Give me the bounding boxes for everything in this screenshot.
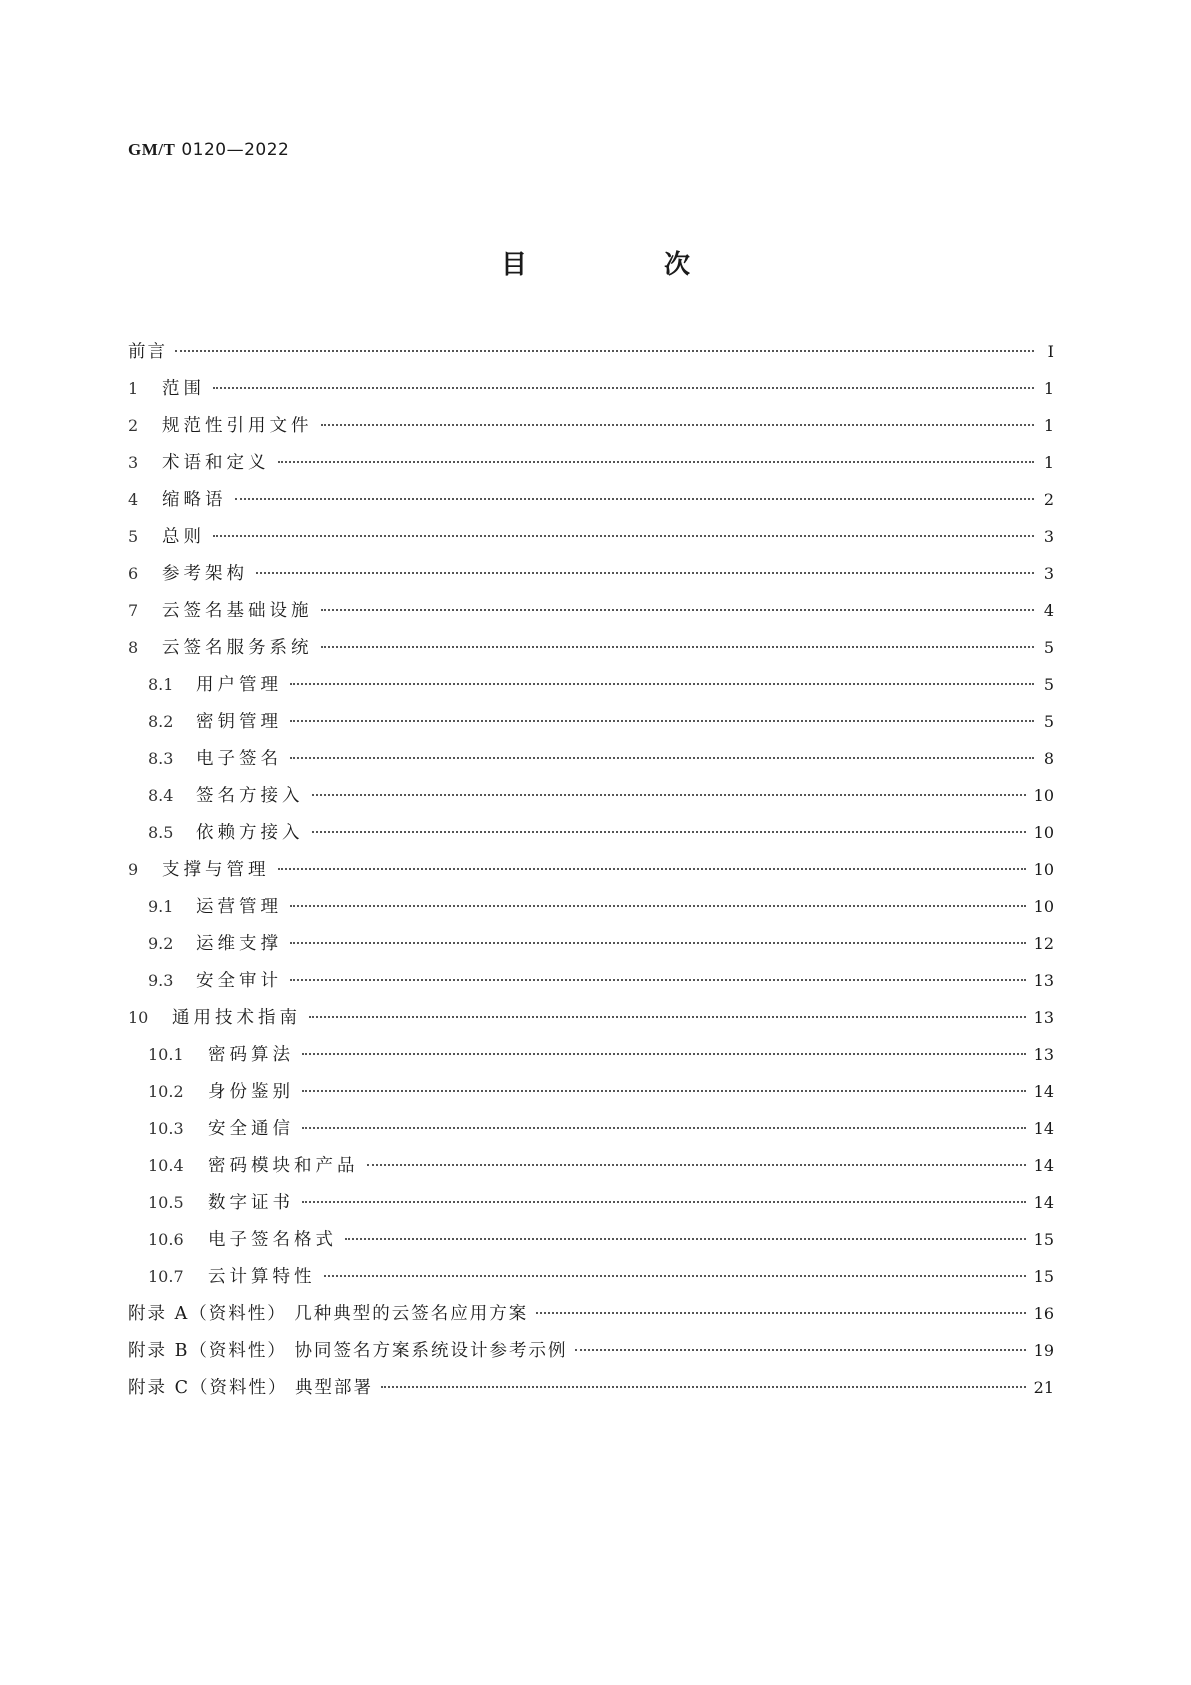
toc-entry-number: 9.2 — [148, 934, 174, 953]
toc-entry[interactable] — [128, 1263, 1054, 1300]
toc-entry-page: 10 — [1033, 786, 1054, 805]
toc-entry-page: 14 — [1033, 1082, 1054, 1101]
toc-entry-label: 范围 — [162, 379, 205, 399]
toc-entry-number: 6 — [128, 564, 139, 583]
toc-entry-label: 签名方接入 — [196, 786, 304, 806]
toc-entry-page: 3 — [1043, 527, 1054, 546]
toc-entry-number: 10.1 — [148, 1045, 184, 1064]
toc-entry-label: 依赖方接入 — [196, 823, 304, 843]
toc-entry[interactable] — [128, 819, 1054, 856]
dot-leader — [312, 794, 1026, 796]
page-title: 目 次 — [500, 250, 755, 280]
dot-leader — [290, 905, 1026, 907]
toc-entry[interactable] — [128, 1226, 1054, 1263]
toc-entry[interactable] — [128, 486, 1054, 523]
dot-leader — [324, 1275, 1026, 1277]
toc-entry-label: 云签名基础设施 — [162, 601, 313, 621]
toc-entry-number: 10.5 — [148, 1193, 184, 1212]
toc-entry-page: 1 — [1043, 379, 1054, 398]
toc-entry-label: 密钥管理 — [196, 712, 282, 732]
dot-leader — [256, 572, 1034, 574]
toc-entry-page: 4 — [1043, 601, 1054, 620]
toc-entry[interactable] — [128, 745, 1054, 782]
toc-entry[interactable] — [128, 1300, 1054, 1337]
toc-entry[interactable] — [128, 893, 1054, 930]
toc-entry-page: 8 — [1043, 749, 1054, 768]
toc-entry-page: 10 — [1033, 897, 1054, 916]
toc-entry-label: 参考架构 — [162, 564, 248, 584]
toc-entry-page: 21 — [1033, 1378, 1054, 1397]
dot-leader — [290, 720, 1034, 722]
toc-entry-number: 10 — [128, 1008, 149, 1027]
toc-entry-page: 14 — [1033, 1193, 1054, 1212]
toc-entry-label: 规范性引用文件 — [162, 416, 313, 436]
toc-entry-number: 10.2 — [148, 1082, 184, 1101]
toc-entry-label: 电子签名 — [196, 749, 282, 769]
toc-entry[interactable] — [128, 560, 1054, 597]
toc-entry-label: 术语和定义 — [162, 453, 270, 473]
toc-entry-page: 13 — [1033, 1045, 1054, 1064]
toc-entry-page: 3 — [1043, 564, 1054, 583]
dot-leader — [302, 1127, 1026, 1129]
toc-entry-number: 10.3 — [148, 1119, 184, 1138]
toc-entry-number: 2 — [128, 416, 139, 435]
toc-entry-label: 安全审计 — [196, 971, 282, 991]
toc-entry-label: 通用技术指南 — [172, 1008, 301, 1028]
dot-leader — [321, 646, 1035, 648]
toc-entry-label: 云计算特性 — [208, 1267, 316, 1287]
toc-entry[interactable] — [128, 449, 1054, 486]
dot-leader — [290, 683, 1034, 685]
toc-entry-number: 5 — [128, 527, 139, 546]
toc-entry-page: 13 — [1033, 971, 1054, 990]
dot-leader — [367, 1164, 1026, 1166]
toc-entry-page: 5 — [1043, 712, 1054, 731]
dot-leader — [175, 350, 1034, 352]
dot-leader — [278, 868, 1026, 870]
dot-leader — [321, 609, 1035, 611]
toc-entry-label: 前言 — [128, 342, 167, 362]
toc-entry-number: 10.6 — [148, 1230, 184, 1249]
toc-entry-number: 3 — [128, 453, 139, 472]
toc-entry[interactable] — [128, 671, 1054, 708]
toc-entry-number: 8.1 — [148, 675, 174, 694]
dot-leader — [309, 1016, 1026, 1018]
toc-entry-page: 14 — [1033, 1119, 1054, 1138]
toc-entry-page: 5 — [1043, 638, 1054, 657]
toc-entry-page: 5 — [1043, 675, 1054, 694]
standard-code-header — [128, 140, 289, 160]
toc-entry-label: 运维支撑 — [196, 934, 282, 954]
toc-entry[interactable] — [128, 1337, 1054, 1374]
dot-leader — [213, 535, 1034, 537]
toc-entry-number: 10.7 — [148, 1267, 184, 1286]
dot-leader — [278, 461, 1035, 463]
toc-entry[interactable] — [128, 634, 1054, 671]
toc-entry[interactable] — [128, 1152, 1054, 1189]
dot-leader — [302, 1090, 1026, 1092]
toc-entry-number: 8.4 — [148, 786, 174, 805]
toc-entry-number: 9.1 — [148, 897, 174, 916]
table-of-contents — [128, 338, 1054, 1411]
toc-entry-page: 1 — [1043, 416, 1054, 435]
toc-entry[interactable] — [128, 708, 1054, 745]
toc-entry[interactable] — [128, 856, 1054, 893]
dot-leader — [290, 757, 1034, 759]
toc-entry-page: 16 — [1033, 1304, 1054, 1323]
toc-entry-page: 19 — [1033, 1341, 1054, 1360]
toc-entry-number: 9 — [128, 860, 139, 879]
toc-entry[interactable] — [128, 375, 1054, 412]
toc-entry[interactable] — [128, 1189, 1054, 1226]
toc-entry-page: 1 — [1043, 453, 1054, 472]
toc-entry-page: 12 — [1033, 934, 1054, 953]
toc-entry-page: 15 — [1033, 1230, 1054, 1249]
dot-leader — [213, 387, 1034, 389]
toc-entry-page: 13 — [1033, 1008, 1054, 1027]
dot-leader — [536, 1312, 1025, 1314]
toc-entry[interactable] — [128, 523, 1054, 560]
toc-entry-number: 10.4 — [148, 1156, 184, 1175]
toc-entry[interactable] — [128, 1004, 1054, 1041]
toc-entry-label: 附录 C（资料性） 典型部署 — [128, 1378, 374, 1398]
toc-entry-number: 8.3 — [148, 749, 174, 768]
toc-entry-number: 4 — [128, 490, 139, 509]
toc-entry[interactable] — [128, 1115, 1054, 1152]
toc-entry-label: 附录 B（资料性） 协同签名方案系统设计参考示例 — [128, 1341, 568, 1361]
toc-entry[interactable] — [128, 338, 1054, 375]
toc-entry-label: 密码算法 — [208, 1045, 294, 1065]
dot-leader — [575, 1349, 1025, 1351]
toc-entry-page: 10 — [1033, 860, 1054, 879]
toc-entry[interactable] — [128, 1374, 1054, 1411]
toc-entry-page: 2 — [1043, 490, 1054, 509]
standard-number: 0120—2022 — [181, 140, 290, 160]
toc-entry-number: 8.2 — [148, 712, 174, 731]
toc-entry[interactable] — [128, 930, 1054, 967]
toc-entry-label: 总则 — [162, 527, 205, 547]
toc-entry[interactable] — [128, 1041, 1054, 1078]
toc-entry-number: 9.3 — [148, 971, 174, 990]
toc-entry-label: 支撑与管理 — [162, 860, 270, 880]
toc-entry-page: Ⅰ — [1047, 342, 1054, 361]
toc-entry-page: 14 — [1033, 1156, 1054, 1175]
toc-entry[interactable] — [128, 412, 1054, 449]
dot-leader — [235, 498, 1035, 500]
toc-entry-label: 运营管理 — [196, 897, 282, 917]
toc-entry-label: 用户管理 — [196, 675, 282, 695]
dot-leader — [290, 979, 1026, 981]
dot-leader — [290, 942, 1026, 944]
toc-entry[interactable] — [128, 967, 1054, 1004]
toc-entry-label: 附录 A（资料性） 几种典型的云签名应用方案 — [128, 1304, 529, 1324]
toc-entry-label: 密码模块和产品 — [208, 1156, 359, 1176]
toc-entry[interactable] — [128, 597, 1054, 634]
toc-entry-number: 7 — [128, 601, 139, 620]
toc-entry-label: 身份鉴别 — [208, 1082, 294, 1102]
toc-entry-label: 缩略语 — [162, 490, 227, 510]
toc-entry-label: 安全通信 — [208, 1119, 294, 1139]
toc-entry-page: 15 — [1033, 1267, 1054, 1286]
standard-prefix: GM/T — [128, 140, 176, 159]
dot-leader — [345, 1238, 1026, 1240]
toc-entry-page: 10 — [1033, 823, 1054, 842]
dot-leader — [321, 424, 1035, 426]
dot-leader — [312, 831, 1026, 833]
toc-entry-label: 数字证书 — [208, 1193, 294, 1213]
dot-leader — [381, 1386, 1026, 1388]
toc-entry-number: 8 — [128, 638, 139, 657]
dot-leader — [302, 1201, 1026, 1203]
toc-entry-label: 电子签名格式 — [208, 1230, 337, 1250]
toc-entry-number: 8.5 — [148, 823, 174, 842]
toc-entry-label: 云签名服务系统 — [162, 638, 313, 658]
toc-entry[interactable] — [128, 782, 1054, 819]
toc-entry-number: 1 — [128, 379, 139, 398]
toc-entry[interactable] — [128, 1078, 1054, 1115]
dot-leader — [302, 1053, 1026, 1055]
